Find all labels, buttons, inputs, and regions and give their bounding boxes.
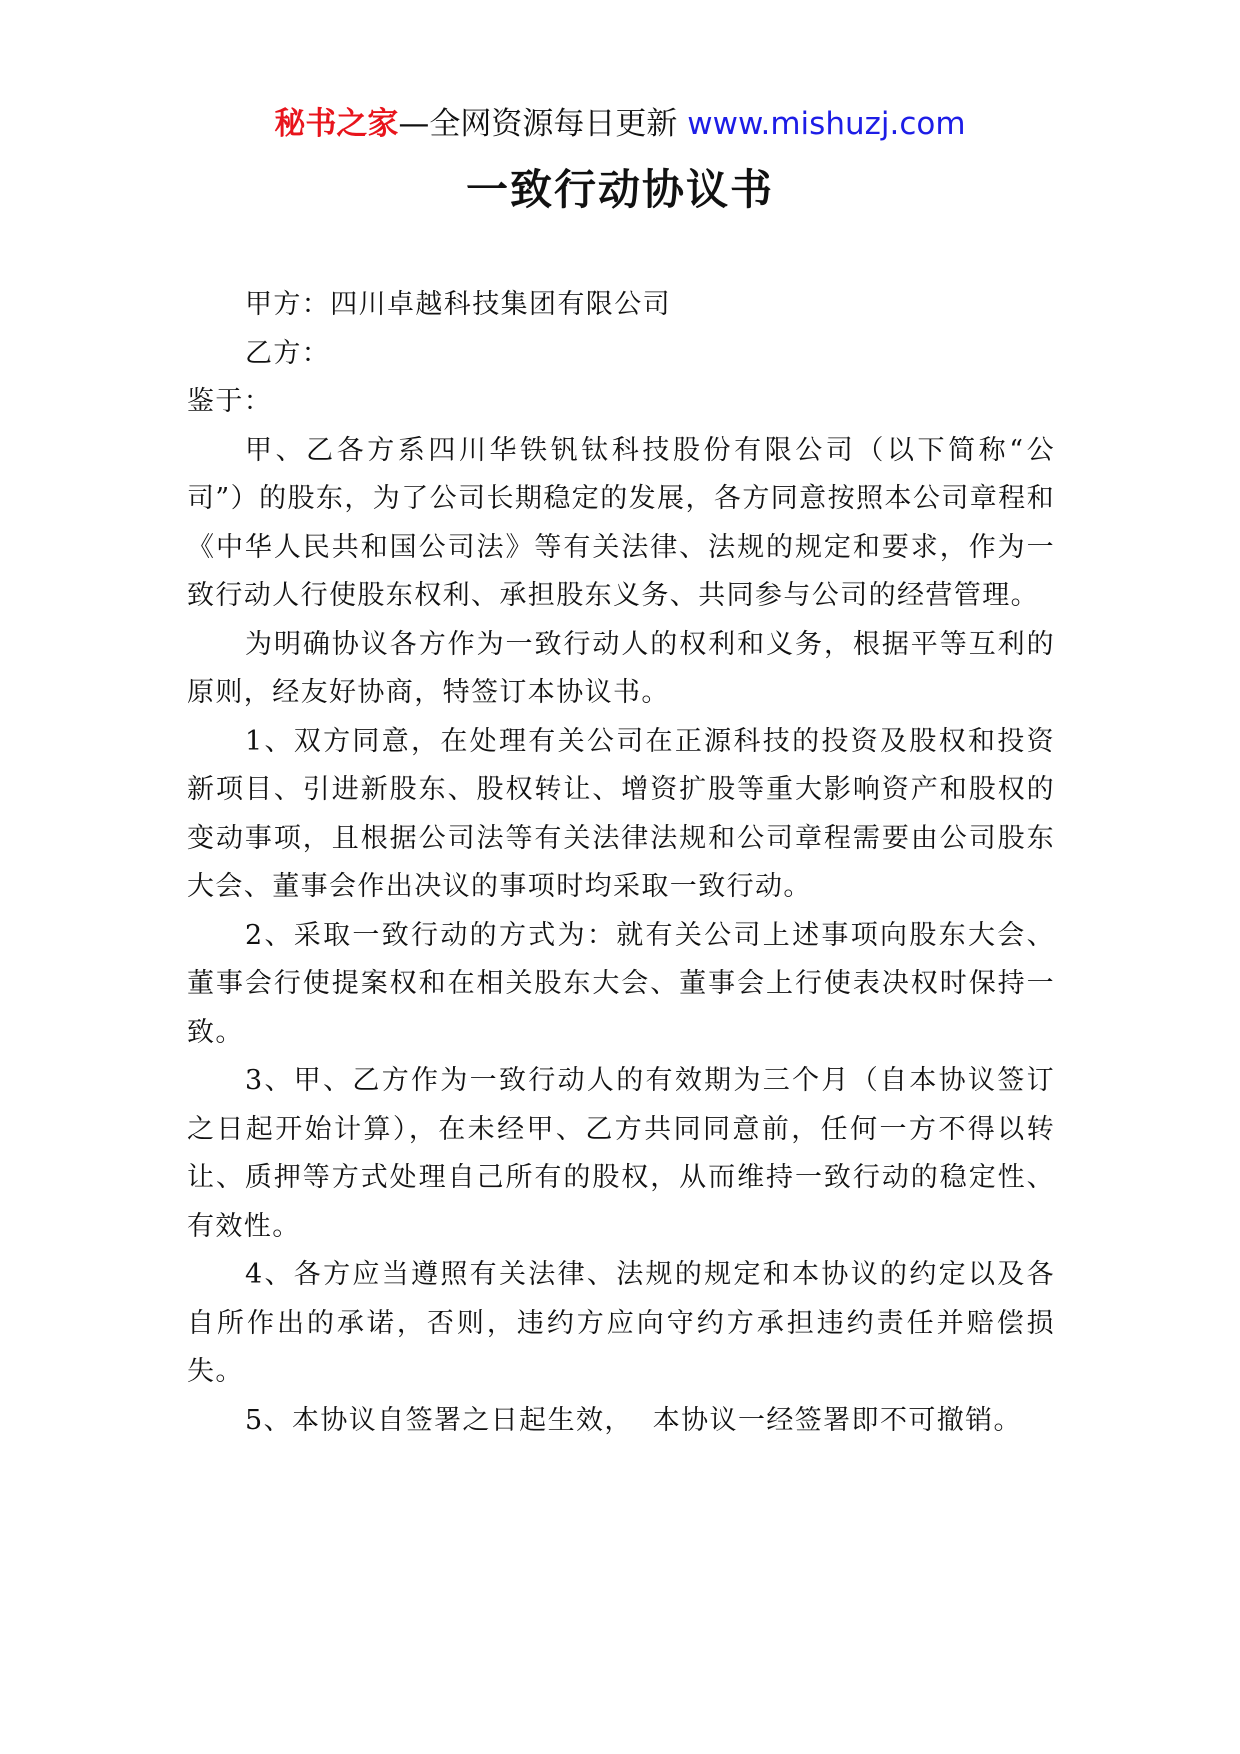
clause-4: 4、各方应当遵照有关法律、法规的规定和本协议的约定以及各自所作出的承诺，否则，违约方应向守约方承担违约责任并赔偿损失。 <box>187 1259 1055 1387</box>
paragraph-purpose: 为明确协议各方作为一致行动人的权利和义务，根据平等互利的原则，经友好协商，特签订本协议书。 <box>187 628 1055 708</box>
clause-2: 2、采取一致行动的方式为：就有关公司上述事项向股东大会、董事会行使提案权和在相关股东大会、董事会上行使表决权时保持一致。 <box>187 919 1055 1048</box>
document-body <box>187 281 1055 1445</box>
site-brand: 秘书之家 <box>274 106 399 142</box>
party-b-line: 乙方： <box>245 337 331 369</box>
clause-5: 5、本协议自签署之日起生效， 本协议一经签署即不可撤销。 <box>245 1404 1022 1436</box>
whereas-heading: 鉴于： <box>187 386 273 417</box>
party-a-line: 甲方：四川卓越科技集团有限公司 <box>245 289 671 320</box>
site-header <box>0 102 1240 146</box>
site-slogan: —全网资源每日更新 <box>398 106 688 142</box>
paragraph-recital: 甲、乙各方系四川华铁钒钛科技股份有限公司（以下简称“公司”）的股东，为了公司长期稳定的发展，各方同意按照本公司章程和《中华人民共和国公司法》等有关法律、法规的规定和要求，作为一致行动人行使股东权利、承担股东义务、共同参与公司的经营管理。 <box>187 434 1055 611</box>
clause-3: 3、甲、乙方作为一致行动人的有效期为三个月（自本协议签订之日起开始计算），在未经甲、乙方共同同意前，任何一方不得以转让、质押等方式处理自己所有的股权，从而维持一致行动的稳定性、有效性。 <box>187 1065 1055 1242</box>
clause-1: 1、双方同意，在处理有关公司在正源科技的投资及股权和投资新项目、引进新股东、股权转让、增资扩股等重大影响资产和股权的变动事项，且根据公司法等有关法律法规和公司章程需要由公司股东大会、董事会作出决议的事项时均采取一致行动。 <box>187 725 1055 902</box>
site-url-link[interactable]: www.mishuzj.com <box>687 106 966 142</box>
document-title: 一致行动协议书 <box>465 165 774 214</box>
